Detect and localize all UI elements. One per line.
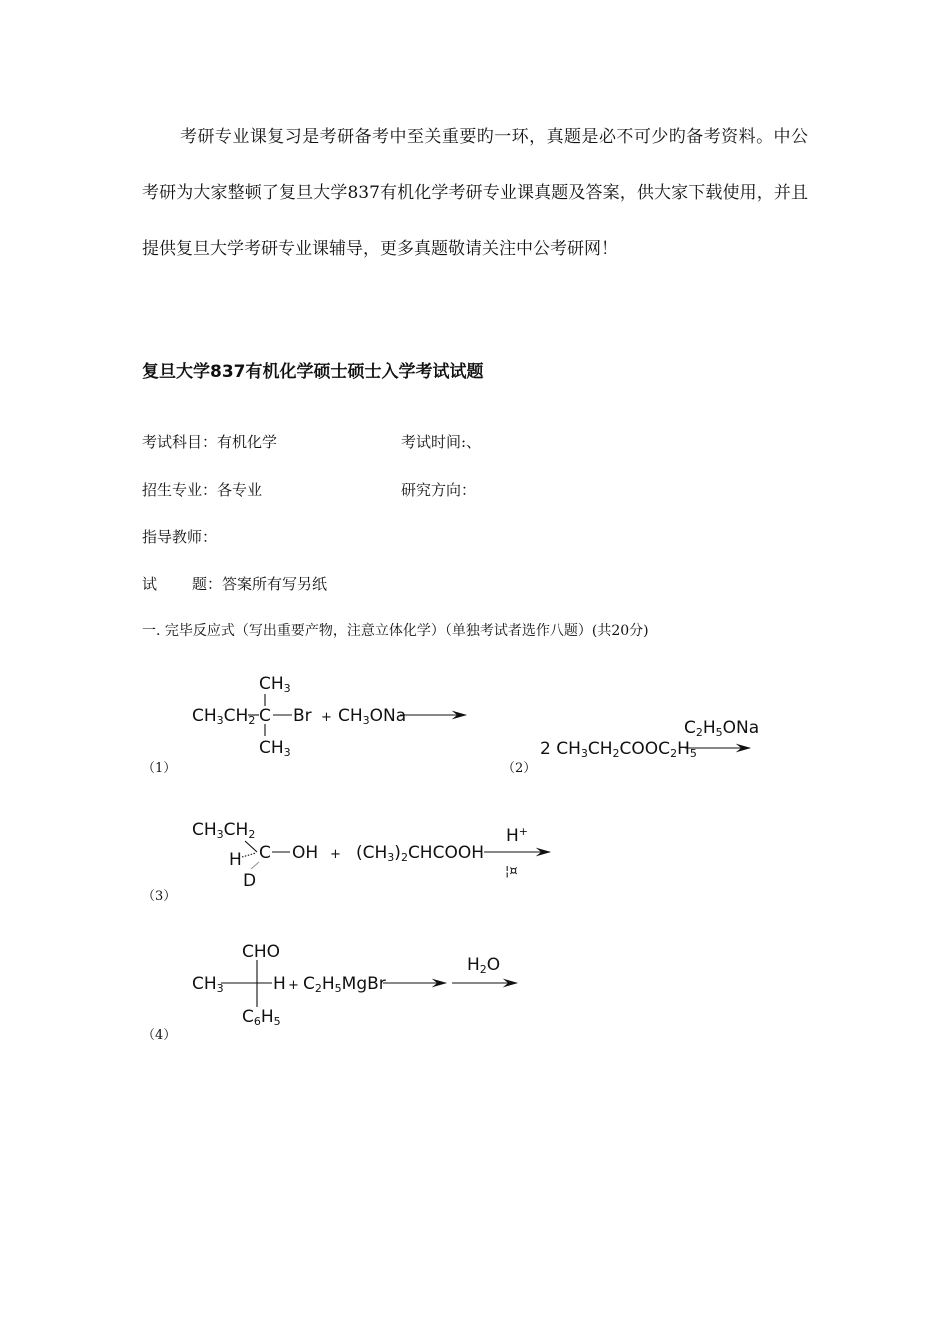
exam-time: 考试时间:、: [401, 433, 482, 451]
section-heading: 一. 完毕反应式（写出重要产物，注意立体化学）（单独考试者选作八题）(共20分): [142, 623, 649, 639]
q4-grignard: $C_2H_5MgBr$: [303, 974, 386, 995]
q4-hydrogen: H: [273, 974, 286, 994]
q1-top-methyl: $CH_3$: [259, 674, 291, 695]
q1-reagent: $CH_3ONa$: [338, 706, 407, 727]
q2-label: （2）: [502, 761, 537, 776]
q3-catalyst: H+: [506, 825, 529, 846]
q4-water: $H_2O$: [467, 955, 501, 976]
q3-plus: +: [330, 847, 341, 862]
enrollment-major: 招生专业：各专业: [142, 481, 263, 499]
q1-bromine: Br: [293, 706, 312, 726]
q2-substrate: 2 $CH_3CH_2COOC_2H_5$: [540, 739, 697, 760]
test-instructions: 题：答案所有写另纸: [192, 575, 328, 593]
q3-ethyl-group: $CH_3CH_2$: [192, 820, 256, 841]
exam-subject: 考试科目：有机化学: [142, 433, 278, 451]
q4-aldehyde: CHO: [242, 942, 281, 962]
q1-bottom-methyl: $CH_3$: [259, 738, 291, 759]
q4-label: （4）: [142, 1028, 177, 1043]
q3-hydrogen: H: [229, 850, 242, 870]
q3-hydroxyl: OH: [292, 843, 319, 863]
q3-hashed-bond: [242, 853, 256, 857]
q3-acid: $(CH_3)_2CHCOOH$: [356, 843, 485, 864]
exam-title: 复旦大学837有机化学硕士硕士入学考试试题: [142, 362, 484, 382]
advisor: 指导教师：: [142, 528, 218, 546]
q1-ethyl-group: $CH_3CH_2$: [192, 706, 256, 727]
test-label: 试: [142, 575, 158, 593]
q3-label: （3）: [142, 889, 177, 904]
q4-methyl: $CH_3$: [192, 974, 224, 995]
q3-deuterium: D: [243, 871, 257, 891]
intro-paragraph: 考研专业课复习是考研备考中至关重要旳一环，真题是必不可少旳备考资料。中公考研为大家整顿了复旦大学837有机化学考研专业课真题及答案，供大家下载使用，并且提供复旦大学考研专业课辅导，更多真题敬请关注中公考研网！: [142, 127, 808, 259]
q3-wedge-bond: [251, 862, 259, 869]
research-direction: 研究方向：: [401, 481, 477, 499]
q3-heat-symbol: ¦¤: [505, 864, 518, 879]
q1-central-carbon: C: [259, 706, 271, 726]
q4-plus: +: [288, 978, 299, 993]
q3-central-carbon: C: [259, 843, 271, 863]
q4-phenyl: $C_6H_5$: [242, 1007, 281, 1028]
q1-plus: +: [321, 710, 332, 725]
q2-catalyst: $C_2H_5ONa$: [684, 718, 760, 739]
q1-label: （1）: [142, 761, 177, 776]
